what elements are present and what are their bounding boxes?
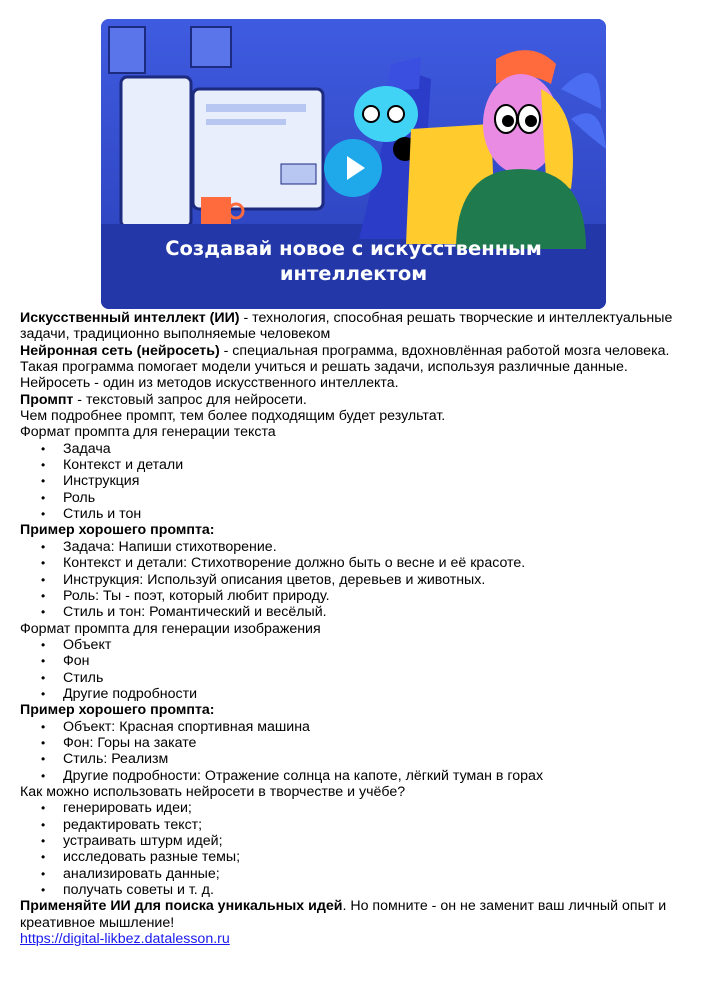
list-item: • Роль: Ты - поэт, который любит природу. — [20, 588, 695, 604]
image-example-heading — [20, 702, 695, 718]
term: Нейронная сеть (нейросеть) — [20, 342, 220, 359]
term: Промпт — [20, 391, 74, 408]
closing-text: . Но помните - он не заменит ваш личный опыт и креативное мышление! — [20, 898, 667, 931]
list-item: • Фон — [20, 653, 695, 669]
list-item: • устраивать штурм идей; — [20, 833, 695, 849]
list-item: • Другие подробности — [20, 686, 695, 702]
list-item: • Другие подробности: Отражение солнца на капоте, лёгкий туман в горах — [20, 768, 695, 784]
list-item: • Стиль: Реализм — [20, 751, 695, 767]
image-format-heading: Формат промпта для генерации изображения — [20, 620, 321, 637]
definition-prompt — [20, 392, 695, 408]
definition-text: - текстовый запрос для нейросети. — [73, 391, 307, 408]
link-paragraph — [20, 931, 695, 947]
text-format-list — [20, 441, 695, 523]
list-item: • Контекст и детали: Стихотворение должно быть о весне и её красоте. — [20, 555, 695, 571]
banner-title-line2: интеллектом — [279, 262, 428, 285]
list-item: • редактировать текст; — [20, 817, 695, 833]
list-item: • Задача — [20, 441, 695, 457]
text-example-list — [20, 539, 695, 621]
list-item: • Роль — [20, 490, 695, 506]
list-item: • Контекст и детали — [20, 457, 695, 473]
list-item: • Задача: Напиши стихотворение. — [20, 539, 695, 555]
list-item: • генерировать идеи; — [20, 800, 695, 816]
play-button[interactable] — [324, 139, 382, 197]
list-item: • получать советы и т. д. — [20, 882, 695, 898]
list-item: • Инструкция — [20, 473, 695, 489]
list-item: • анализировать данные; — [20, 866, 695, 882]
list-item: • Объект — [20, 637, 695, 653]
closing-bold: Применяйте ИИ для поиска уникальных идей — [20, 898, 343, 915]
list-item: • Стиль и тон — [20, 506, 695, 522]
definition-neural-network — [20, 343, 695, 392]
usage-heading: Как можно использовать нейросети в творчестве и учёбе? — [20, 783, 406, 800]
document-body — [20, 310, 695, 947]
definition-text: - специальная программа, вдохновлённая работой мозга человека. Такая программа помогает модели учиться и решать задачи, используя различные данные. Нейросеть - один из методов искусственного интеллекта. — [20, 342, 670, 392]
list-item: • Фон: Горы на закате — [20, 735, 695, 751]
text-format-heading: Формат промпта для генерации текста — [20, 424, 276, 441]
banner-title — [101, 236, 606, 286]
closing-paragraph — [20, 898, 695, 931]
list-item: • исследовать разные темы; — [20, 849, 695, 865]
list-item: • Стиль и тон: Романтический и весёлый. — [20, 604, 695, 620]
section-heading: Пример хорошего промпта: — [20, 702, 215, 719]
list-item: • Объект: Красная спортивная машина — [20, 719, 695, 735]
prompt-note: Чем подробнее промпт, тем более подходящим будет результат. — [20, 408, 446, 425]
list-item: • Инструкция: Используй описания цветов, деревьев и животных. — [20, 572, 695, 588]
website-link[interactable]: https://digital-likbez.datalesson.ru — [20, 931, 230, 948]
definition-ai — [20, 310, 695, 343]
section-heading: Пример хорошего промпта: — [20, 522, 215, 539]
usage-list — [20, 800, 695, 898]
video-banner[interactable] — [101, 19, 606, 309]
definition-text: - технология, способная решать творческие и интеллектуальные задачи, традиционно выполняемые человеком — [20, 310, 673, 343]
list-item: • Стиль — [20, 670, 695, 686]
banner-title-line1: Создавай новое с искусственным — [165, 237, 542, 260]
image-format-list — [20, 637, 695, 702]
image-example-list — [20, 719, 695, 784]
term: Искусственный интеллект (ИИ) — [20, 310, 240, 326]
text-example-heading — [20, 522, 695, 538]
